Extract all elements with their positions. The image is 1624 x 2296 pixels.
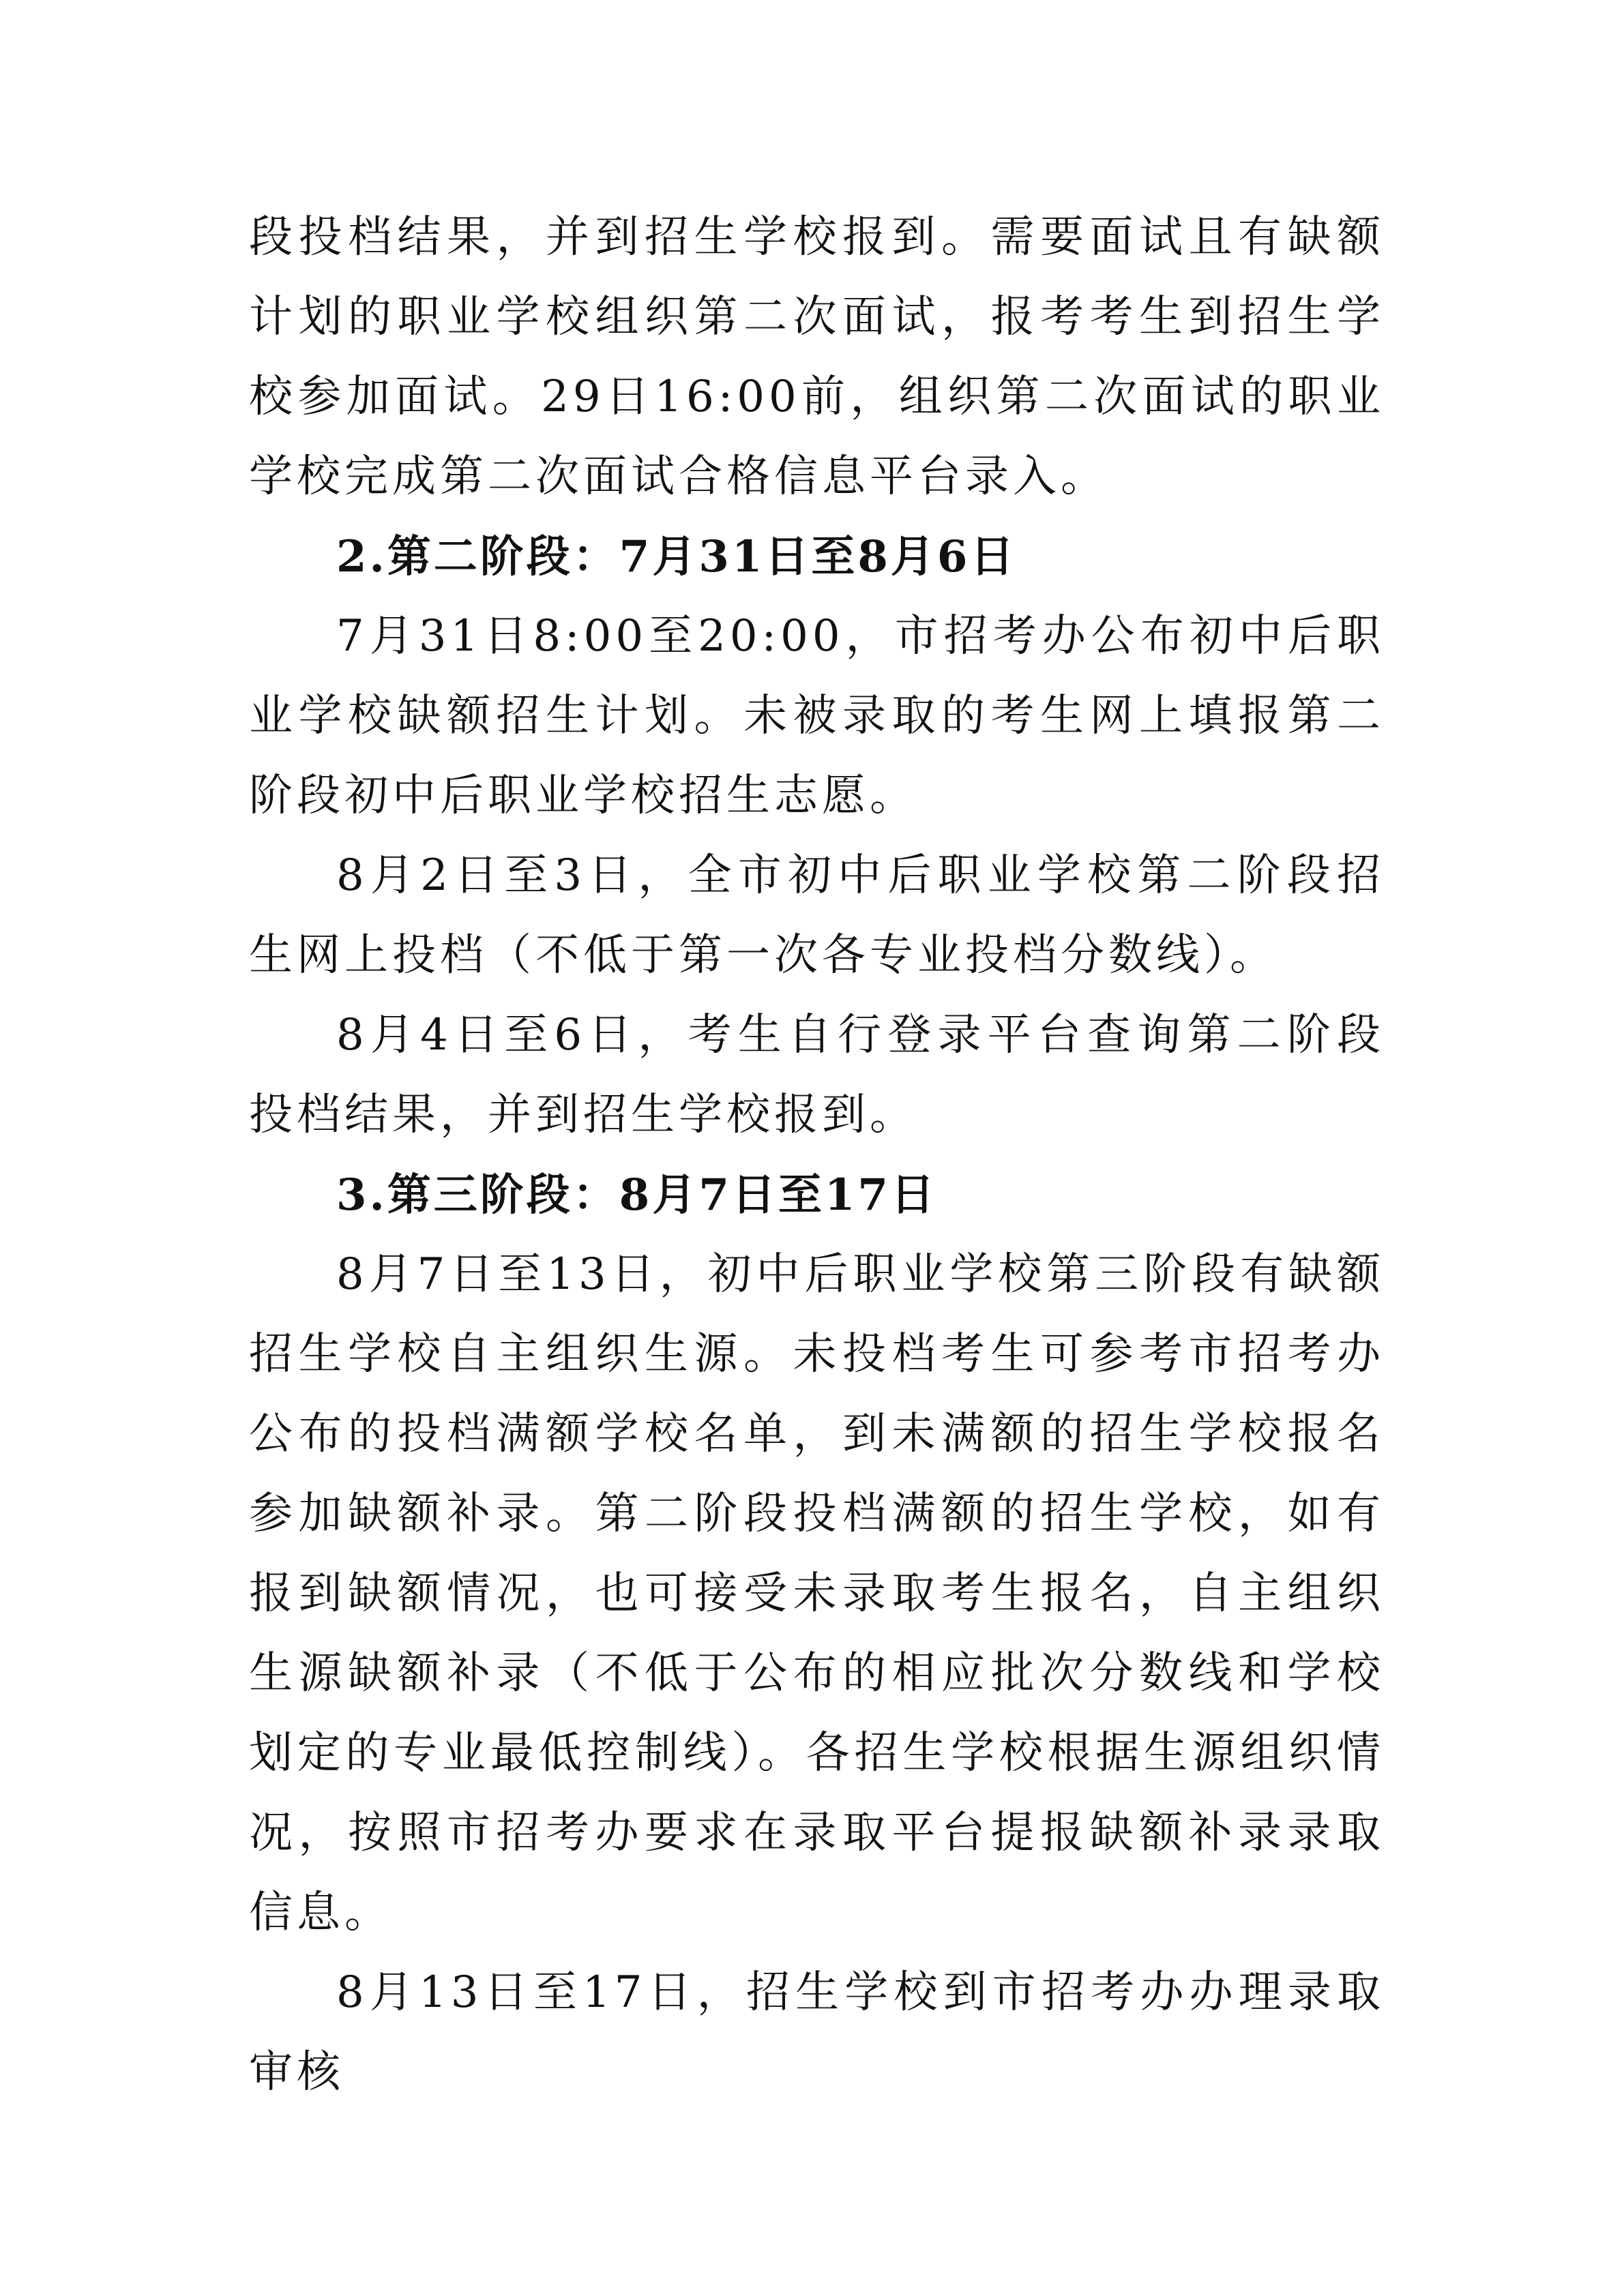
- paragraph-phase-two-plan: 7月31日8:00至20:00，市招考办公布初中后职业学校缺额招生计划。未被录取的考生网上填报第二阶段初中后职业学校招生志愿。: [249, 611, 1385, 821]
- heading-phase-two: 2.第二阶段：7月31日至8月6日: [336, 531, 1017, 582]
- paragraph-phase-three-supplement: 8月7日至13日，初中后职业学校第三阶段有缺额招生学校自主组织生源。未投档考生可参考市招考办公布的投档满额学校名单，到未满额的招生学校报名参加缺额补录。第二阶段投档满额的招生学校，如有报到缺额情况，也可接受未录取考生报名，自主组织生源缺额补录（不低于公布的相应批次分数线和学校划定的专业最低控制线）。各招生学校根据生源组织情况，按照市招考办要求在录取平台提报缺额补录录取信息。: [249, 1249, 1385, 1938]
- document-body: [249, 198, 1385, 2113]
- heading-phase-three: 3.第三阶段：8月7日至17日: [336, 1169, 937, 1221]
- paragraph-phase-three-review: 8月13日至17日，招生学校到市招考办办理录取审核: [249, 1967, 1385, 2098]
- paragraph-phase-two-results: 8月4日至6日，考生自行登录平台查询第二阶段投档结果，并到招生学校报到。: [249, 1010, 1385, 1140]
- paragraph-phase-two-filing: 8月2日至3日，全市初中后职业学校第二阶段招生网上投档（不低于第一次各专业投档分数线）。: [249, 850, 1385, 981]
- paragraph-phase-one-results: 段投档结果，并到招生学校报到。需要面试且有缺额计划的职业学校组织第二次面试，报考考生到招生学校参加面试。29日16:00前，组织第二次面试的职业学校完成第二次面试合格信息平台录入。: [249, 212, 1385, 502]
